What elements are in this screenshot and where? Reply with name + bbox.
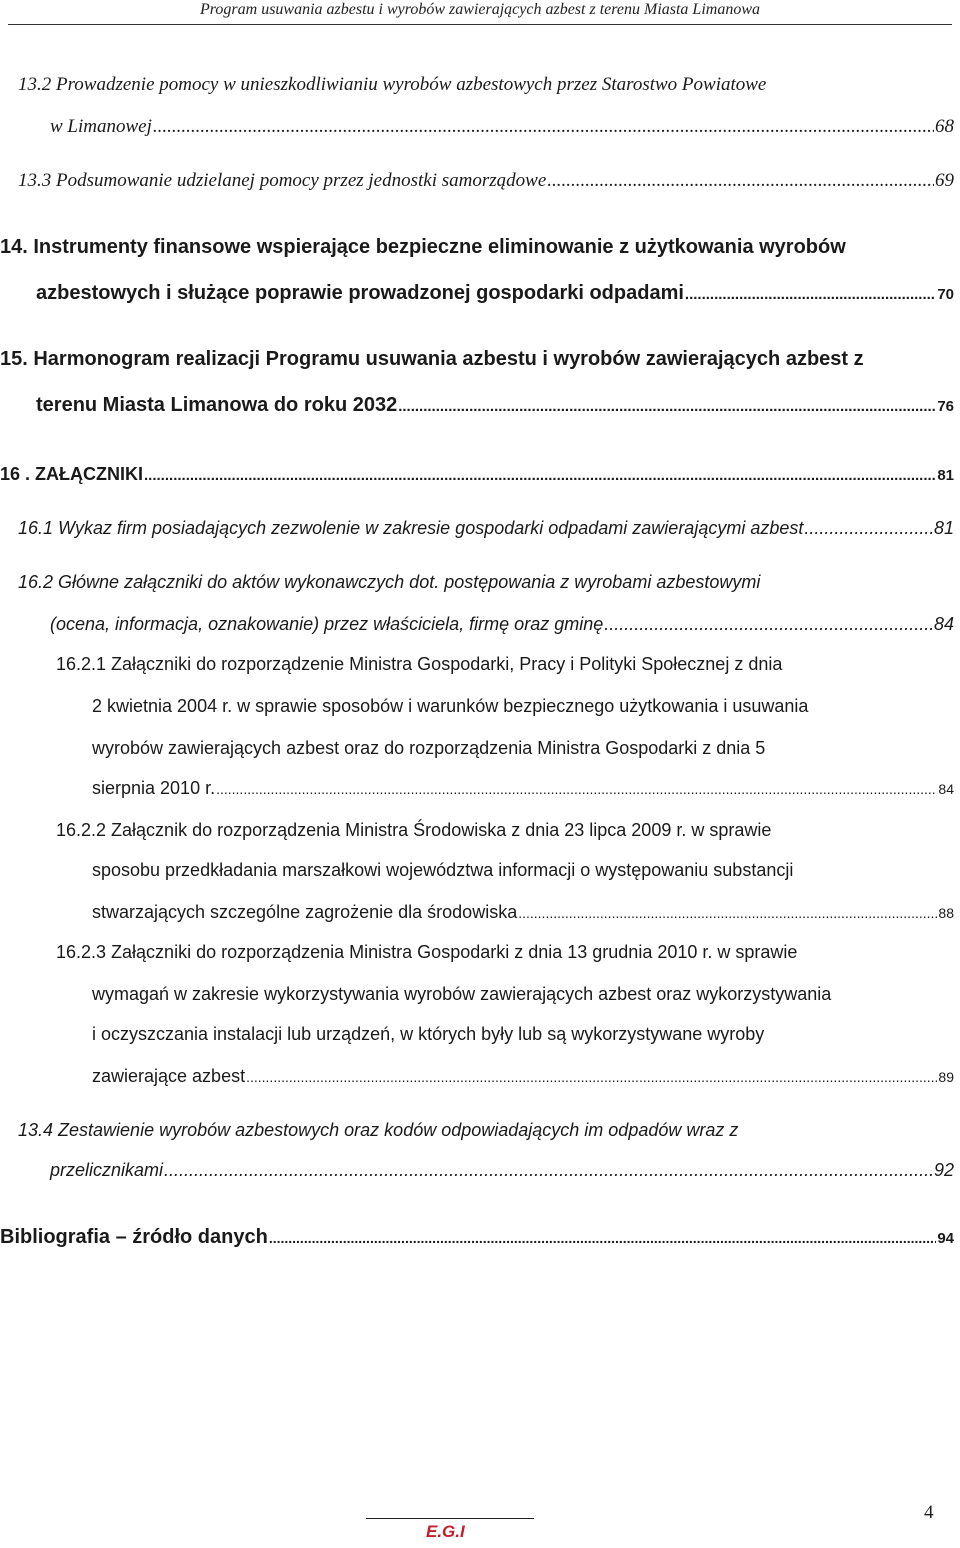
toc-page-number: 81 bbox=[937, 467, 954, 484]
toc-entry-16[interactable] bbox=[0, 464, 954, 485]
dot-leader bbox=[246, 1069, 937, 1085]
toc-16-2-3-line-4: zawierające azbest bbox=[92, 1066, 246, 1086]
toc-14-line-2: azbestowych i służące poprawie prowadzonej gospodarki odpadami bbox=[36, 282, 684, 304]
toc-16-2-3-line-1: 16.2.3 Załączniki do rozporządzenia Ministra Gospodarki z dnia 13 grudnia 2010 r. w sprawie bbox=[56, 942, 798, 962]
toc-13-2-line-1: 13.2 Prowadzenie pomocy w unieszkodliwianiu wyrobów azbestowych przez Starostwo Powiatowe bbox=[18, 74, 767, 95]
toc-16-2-2-line-1: 16.2.2 Załącznik do rozporządzenia Ministra Środowiska z dnia 23 lipca 2009 r. w sprawie bbox=[56, 820, 772, 840]
toc-13-2-line-2: w Limanowej bbox=[50, 116, 152, 137]
toc-page-number: 89 bbox=[938, 1069, 954, 1085]
toc-page-number: 84 bbox=[933, 614, 954, 634]
footer-logo: E.G.I bbox=[426, 1522, 465, 1541]
toc-16-title: 16 . ZAŁĄCZNIKI bbox=[0, 464, 144, 484]
toc-16-2-1-line-2: 2 kwietnia 2004 r. w sprawie sposobów i warunków bezpiecznego użytkowania i usuwania bbox=[92, 696, 809, 716]
toc-16-2-1-line-1: 16.2.1 Załączniki do rozporządzenie Ministra Gospodarki, Pracy i Polityki Społecznej z dnia bbox=[56, 654, 783, 674]
toc-entry-16-2-3[interactable] bbox=[92, 1066, 954, 1087]
toc-bibliography-title: Bibliografia – źródło danych bbox=[0, 1226, 268, 1248]
toc-entry-16-2-2[interactable] bbox=[92, 902, 954, 923]
toc-page-number: 69 bbox=[935, 170, 954, 191]
dot-leader bbox=[547, 170, 934, 192]
dot-leader bbox=[518, 905, 937, 921]
toc-13-4-line-1: 13.4 Zestawienie wyrobów azbestowych oraz kodów odpowiadających im odpadów wraz z bbox=[18, 1120, 739, 1140]
dot-leader bbox=[804, 518, 933, 539]
toc-entry-14[interactable] bbox=[36, 282, 954, 305]
dot-leader bbox=[144, 467, 936, 484]
toc-15-line-2: terenu Miasta Limanowa do roku 2032 bbox=[36, 394, 398, 416]
toc-page-number: 94 bbox=[937, 1230, 954, 1247]
dot-leader bbox=[153, 116, 934, 138]
toc-page-number: 92 bbox=[933, 1160, 954, 1180]
toc-entry-16-1[interactable] bbox=[18, 518, 954, 539]
toc-16-2-line-2: (ocena, informacja, oznakowanie) przez właściciela, firmę oraz gminę bbox=[50, 614, 604, 634]
dot-leader bbox=[604, 614, 933, 635]
toc-entry-13-2[interactable] bbox=[50, 116, 954, 138]
toc-13-4-line-2: przelicznikami bbox=[50, 1160, 164, 1180]
toc-16-2-1-line-3: wyrobów zawierających azbest oraz do rozporządzenia Ministra Gospodarki z dnia 5 bbox=[92, 738, 766, 758]
toc-entry-bibliography[interactable] bbox=[0, 1226, 954, 1249]
dot-leader bbox=[164, 1160, 933, 1181]
toc-16-2-1-line-4: sierpnia 2010 r. bbox=[92, 778, 216, 798]
toc-page-number: 76 bbox=[937, 398, 954, 415]
toc-15-line-1: 15. Harmonogram realizacji Programu usuwania azbestu i wyrobów zawierających azbest z bbox=[0, 348, 864, 370]
running-header: Program usuwania azbestu i wyrobów zawierających azbest z terenu Miasta Limanowa bbox=[200, 1, 760, 18]
toc-page-number: 88 bbox=[938, 905, 954, 921]
toc-page-number: 68 bbox=[935, 116, 954, 137]
toc-13-3-title: 13.3 Podsumowanie udzielanej pomocy przez jednostki samorządowe bbox=[18, 170, 547, 191]
toc-14-line-1: 14. Instrumenty finansowe wspierające bezpieczne eliminowanie z użytkowania wyrobów bbox=[0, 236, 846, 258]
toc-page-number: 84 bbox=[938, 781, 954, 797]
toc-16-2-3-line-2: wymagań w zakresie wykorzystywania wyrobów zawierających azbest oraz wykorzystywania bbox=[92, 984, 832, 1004]
toc-16-1-title: 16.1 Wykaz firm posiadających zezwolenie w zakresie gospodarki odpadami zawierającymi azbest bbox=[18, 518, 804, 538]
dot-leader bbox=[398, 398, 936, 415]
page-number: 4 bbox=[924, 1502, 934, 1523]
dot-leader bbox=[685, 286, 936, 303]
dot-leader bbox=[269, 1230, 937, 1246]
dot-leader bbox=[216, 781, 937, 797]
toc-entry-16-2-1[interactable] bbox=[92, 778, 954, 799]
footer-divider bbox=[366, 1518, 534, 1519]
toc-entry-15[interactable] bbox=[36, 394, 954, 417]
toc-16-2-3-line-3: i oczyszczania instalacji lub urządzeń, w których były lub są wykorzystywane wyroby bbox=[92, 1024, 765, 1044]
toc-page-number: 81 bbox=[933, 518, 954, 538]
header-divider bbox=[8, 24, 952, 25]
toc-entry-13-3[interactable] bbox=[18, 170, 954, 192]
toc-16-2-line-1: 16.2 Główne załączniki do aktów wykonawczych dot. postępowania z wyrobami azbestowymi bbox=[18, 572, 761, 592]
toc-16-2-2-line-3: stwarzających szczególne zagrożenie dla środowiska bbox=[92, 902, 518, 922]
toc-entry-16-2[interactable] bbox=[50, 614, 954, 635]
toc-16-2-2-line-2: sposobu przedkładania marszałkowi województwa informacji o występowaniu substancji bbox=[92, 860, 794, 880]
toc-page-number: 70 bbox=[937, 286, 954, 303]
toc-entry-13-4[interactable] bbox=[50, 1160, 954, 1181]
